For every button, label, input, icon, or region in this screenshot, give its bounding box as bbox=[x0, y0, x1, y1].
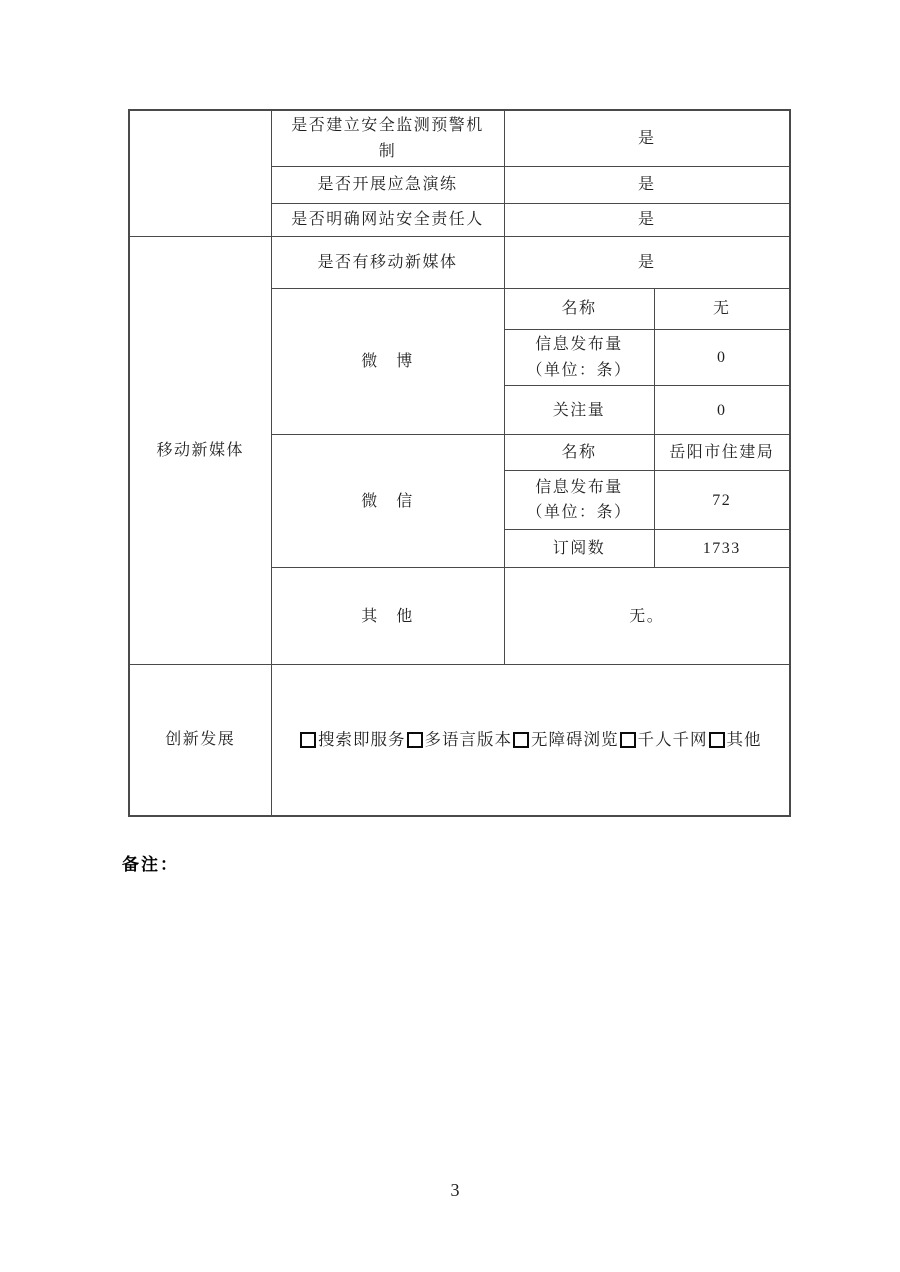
value-weibo-followers: 0 bbox=[654, 386, 790, 435]
label-wechat-subscribers: 订阅数 bbox=[504, 530, 654, 568]
group-cell-weibo: 微 博 bbox=[271, 289, 504, 435]
checkbox-icon[interactable] bbox=[620, 732, 636, 748]
label-other-media: 其 他 bbox=[271, 568, 504, 665]
value-wechat-subscribers: 1733 bbox=[654, 530, 790, 568]
value-weibo-posts: 0 bbox=[654, 330, 790, 386]
value-has-mobile-media: 是 bbox=[504, 237, 790, 289]
label-weibo-followers: 关注量 bbox=[504, 386, 654, 435]
table-row bbox=[129, 665, 790, 816]
label-weibo-name: 名称 bbox=[504, 289, 654, 330]
page-number: 3 bbox=[450, 1180, 460, 1200]
option-label: 其他 bbox=[726, 729, 762, 749]
label-security-monitoring bbox=[271, 110, 504, 167]
checkbox-icon[interactable] bbox=[709, 732, 725, 748]
option-search-as-service bbox=[299, 727, 406, 753]
label-wechat-name: 名称 bbox=[504, 435, 654, 471]
value-security-monitoring: 是 bbox=[504, 110, 790, 167]
label-line-2: （单位：条） bbox=[526, 504, 632, 522]
annual-report-table bbox=[128, 109, 791, 817]
option-label: 多语言版本 bbox=[424, 729, 512, 749]
value-weibo-name: 无 bbox=[654, 289, 790, 330]
table-row bbox=[129, 237, 790, 289]
option-multilingual bbox=[406, 727, 513, 753]
label-line-1: 信息发布量 bbox=[535, 478, 623, 496]
option-personalized-web bbox=[619, 727, 708, 753]
label-weibo-posts bbox=[504, 330, 654, 386]
checkbox-icon[interactable] bbox=[407, 732, 423, 748]
label-has-mobile-media: 是否有移动新媒体 bbox=[271, 237, 504, 289]
checkbox-icon[interactable] bbox=[300, 732, 316, 748]
label-emergency-drill: 是否开展应急演练 bbox=[271, 167, 504, 204]
remark-label: 备注： bbox=[122, 855, 179, 874]
option-label: 搜索即服务 bbox=[318, 729, 406, 749]
label-text: 是否建立安全监测预警机制 bbox=[291, 117, 484, 160]
innovation-options-row bbox=[276, 727, 786, 753]
option-accessibility bbox=[512, 727, 619, 753]
checkbox-icon[interactable] bbox=[513, 732, 529, 748]
value-security-officer: 是 bbox=[504, 204, 790, 237]
group-cell-wechat: 微 信 bbox=[271, 435, 504, 568]
value-emergency-drill: 是 bbox=[504, 167, 790, 204]
section-cell-empty bbox=[129, 110, 271, 237]
value-other-media: 无。 bbox=[504, 568, 790, 665]
value-wechat-name: 岳阳市住建局 bbox=[654, 435, 790, 471]
option-other bbox=[708, 727, 762, 753]
innovation-options-cell bbox=[271, 665, 790, 816]
section-cell-mobile-media: 移动新媒体 bbox=[129, 237, 271, 665]
table-row bbox=[129, 110, 790, 167]
option-label: 千人千网 bbox=[637, 729, 708, 749]
label-line-2: （单位：条） bbox=[526, 361, 632, 379]
label-line-1: 信息发布量 bbox=[535, 336, 623, 354]
value-wechat-posts: 72 bbox=[654, 471, 790, 530]
label-security-officer: 是否明确网站安全责任人 bbox=[271, 204, 504, 237]
option-label: 无障碍浏览 bbox=[531, 729, 619, 749]
label-wechat-posts bbox=[504, 471, 654, 530]
section-cell-innovation: 创新发展 bbox=[129, 665, 271, 816]
